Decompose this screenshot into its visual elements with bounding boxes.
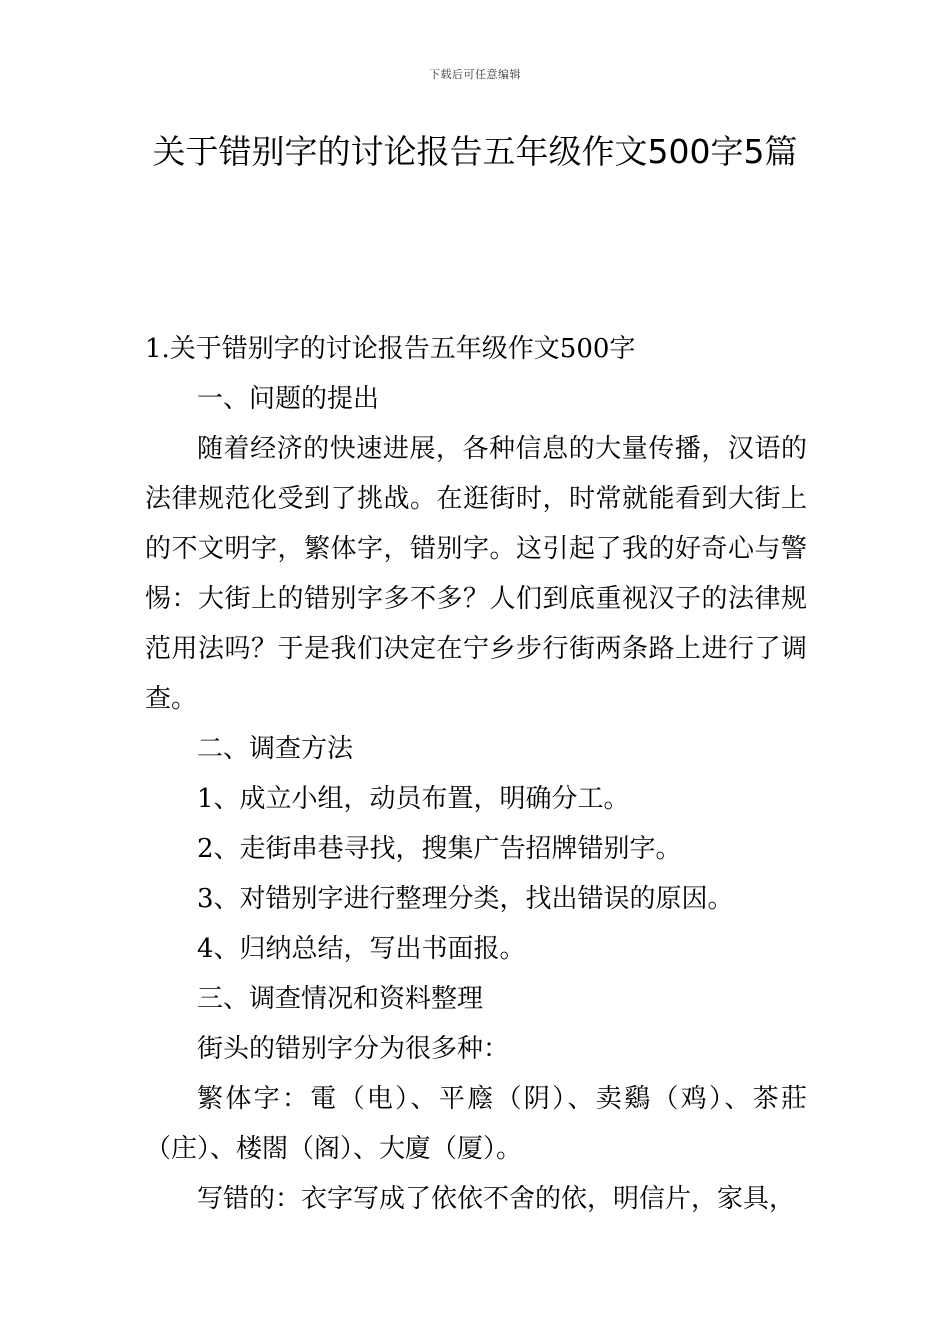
header-note: 下载后可任意编辑 — [429, 68, 521, 81]
list-item-method-2: 2、走街串巷寻找，搜集广告招牌错别字。 — [197, 834, 682, 864]
list-item-method-3: 3、对错别字进行整理分类，找出错误的原因。 — [197, 884, 734, 914]
paragraph-traditional: 繁体字：電（电）、平廕（阴）、卖鷄（鸡）、茶莊（庄）、楼閤（阁）、大廈（厦）。 — [145, 1084, 807, 1164]
document-title: 关于错别字的讨论报告五年级作文500字5篇 — [152, 132, 798, 171]
section-heading: 1.关于错别字的讨论报告五年级作文500字 — [145, 334, 636, 364]
paragraph-intro: 随着经济的快速进展，各种信息的大量传播，汉语的法律规范化受到了挑战。在逛街时，时常就能看到大街上的不文明字，繁体字，错别字。这引起了我的好奇心与警惕：大街上的错别字多不多？人们到底重视汉子的法律规范用法吗？于是我们决定在宁乡步行街两条路上进行了调查。 — [145, 434, 807, 714]
list-item-method-4: 4、归纳总结，写出书面报。 — [197, 934, 526, 964]
heading-problem: 一、问题的提出 — [197, 384, 380, 414]
heading-findings: 三、调查情况和资料整理 — [197, 984, 484, 1014]
document-body — [145, 324, 807, 1224]
paragraph-types: 街头的错别字分为很多种： — [197, 1034, 510, 1064]
list-item-method-1: 1、成立小组，动员布置，明确分工。 — [197, 784, 630, 814]
paragraph-miswritten: 写错的：衣字写成了依依不舍的依，明信片，家具， — [197, 1184, 796, 1214]
heading-method: 二、调查方法 — [197, 734, 354, 764]
